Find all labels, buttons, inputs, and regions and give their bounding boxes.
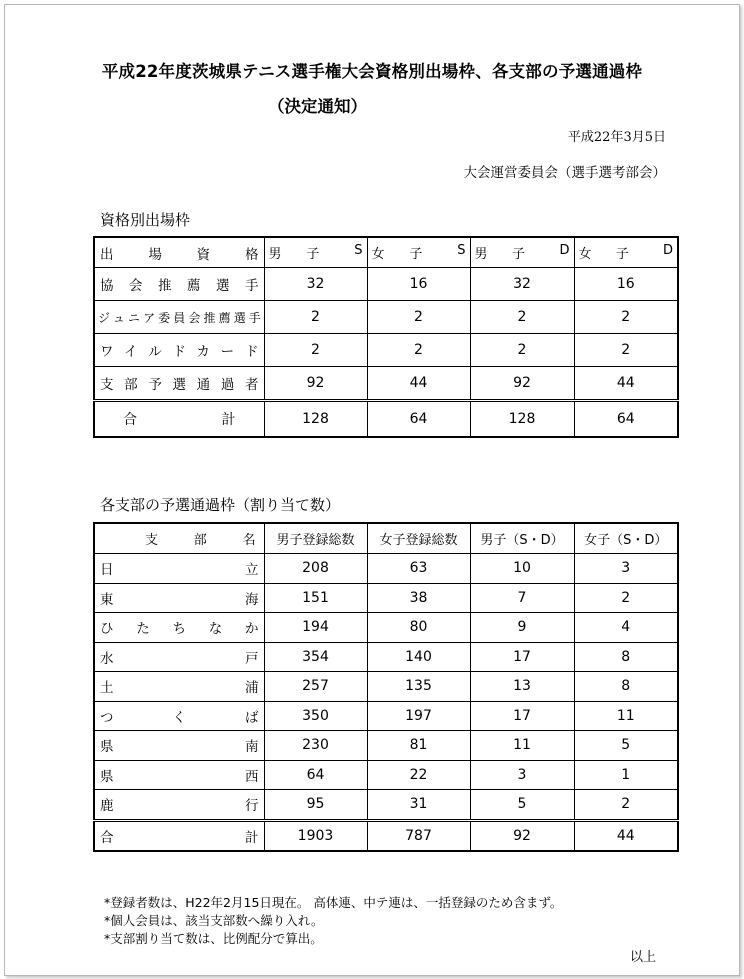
document-title: 平成22年度茨城県テニス選手権大会資格別出場枠、各支部の予選通過枠	[101, 62, 643, 81]
table-header-row	[94, 523, 678, 554]
footnote: *支部割り当て数は、比例配分で算出。	[104, 931, 323, 946]
table-header-row	[94, 237, 678, 268]
closing-mark: 以上	[630, 950, 657, 965]
footnotes	[104, 894, 562, 948]
table-row: 県西 64 22 3 1	[94, 760, 678, 790]
table-row: 土浦 257 135 13 8	[94, 672, 678, 702]
table-row: ワイルドカード 2 2 2 2	[94, 334, 678, 367]
header-men-doubles: 男 子 D	[470, 237, 574, 268]
table-row: つくば 350 197 17 11	[94, 701, 678, 731]
table-row: 支部予選通過者 92 44 92 44	[94, 367, 678, 401]
issuing-organization: 大会運営委員会（選手選考部会）	[463, 165, 666, 181]
header-women-doubles: 女 子 D	[574, 237, 678, 268]
table-row: 水戸 354 140 17 8	[94, 642, 678, 672]
header-branch-name: 支 部 名	[94, 523, 264, 554]
section-heading-qualification: 資格別出場枠	[100, 211, 191, 229]
header-women-allocation: 女子（S・D）	[574, 523, 678, 554]
table-row: 協会推薦選手 32 16 32 16	[94, 268, 678, 301]
header-women-registered: 女子登録総数	[367, 523, 470, 554]
table-row: ジュニア委員会推薦選手 2 2 2 2	[94, 301, 678, 334]
qualification-slots-table	[93, 236, 679, 438]
footnote: *個人会員は、該当支部数へ繰り入れ。	[104, 913, 324, 928]
issue-date: 平成22年3月5日	[567, 130, 666, 145]
section-heading-branch: 各支部の予選通過枠（割り当て数）	[100, 496, 341, 514]
header-men-singles: 男 子 S	[264, 237, 367, 268]
document-subtitle: （決定通知）	[268, 97, 367, 116]
table-total-row: 合計 128 64 128 64	[94, 401, 678, 438]
table-row: 東海 151 38 7 2	[94, 583, 678, 613]
footnote: *登録者数は、H22年2月15日現在。 高体連、中テ連は、一括登録のため含まず。	[104, 895, 563, 910]
header-women-singles: 女 子 S	[367, 237, 470, 268]
header-men-allocation: 男子（S・D）	[470, 523, 574, 554]
branch-allocation-table	[93, 522, 679, 852]
table-row: 県南 230 81 11 5	[94, 731, 678, 761]
header-qualification: 出場資格	[94, 237, 264, 268]
table-row: ひたちなか 194 80 9 4	[94, 613, 678, 643]
table-row: 日立 208 63 10 3	[94, 554, 678, 584]
table-row: 鹿行 95 31 5 2	[94, 790, 678, 821]
table-total-row: 合計 1903 787 92 44	[94, 820, 678, 851]
header-men-registered: 男子登録総数	[264, 523, 367, 554]
